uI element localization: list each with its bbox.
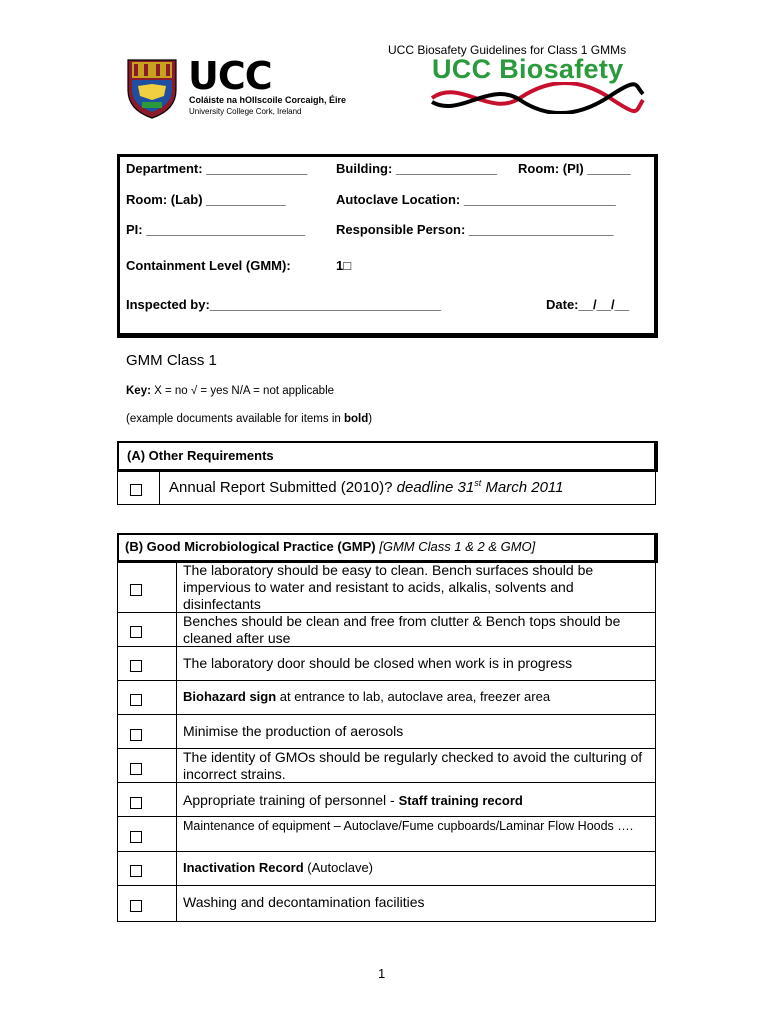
pi-field[interactable]: PI: ______________________ [126,222,306,237]
section-b-heading-italic: [GMM Class 1 & 2 & GMO] [379,539,536,554]
section-b-heading-bold: (B) Good Microbiological Practice (GMP) [125,539,380,554]
gmp-item: Minimise the production of aerosols [183,723,404,739]
gmp-checkbox[interactable] [130,584,142,596]
containment-level-checkbox[interactable]: 1□ [336,258,352,273]
gmp-checkbox[interactable] [130,865,142,877]
dna-wave-graphic [430,82,645,114]
gmp-checkbox[interactable] [130,797,142,809]
autoclave-location-field[interactable] [336,192,616,207]
gmp-item: The laboratory should be easy to clean. Bench surfaces should be impervious to water and resistant to acids, alkalis, solvents and disinfectants [183,562,594,612]
training-text: Appropriate training of personnel - [183,792,399,808]
example-note-bold: bold [343,413,369,425]
gmp-item: The identity of GMOs should be regularly checked to avoid the culturing of incorrect strains. [183,749,643,782]
biohazard-sign-text: at entrance to lab, autoclave area, freezer area [276,689,551,704]
containment-level-label: Containment Level (GMM): [126,258,291,273]
department-field[interactable]: Department: ______________ [126,161,308,176]
gmp-checkbox[interactable] [130,694,142,706]
row-divider [117,816,655,817]
row-divider [117,680,655,681]
example-note-before: (example documents available for items in [126,413,344,425]
inspected-by-field[interactable]: Inspected by:________________________________ [126,297,442,312]
section-b-column-divider [176,560,177,921]
document-header-title: UCC Biosafety Guidelines for Class 1 GMMs [388,43,627,57]
annual-report-checkbox[interactable] [130,484,142,496]
key-text: X = no √ = yes N/A = not applicable [150,385,335,397]
inactivation-record-text: (Autoclave) [303,860,374,875]
autoclave-location-label: Autoclave Location: [336,192,461,207]
inactivation-record-bold: Inactivation Record [183,860,304,875]
section-a-heading: (A) Other Requirements [127,448,274,463]
annual-report-text [169,478,564,496]
gmp-item: Maintenance of equipment – Autoclave/Fume cupboards/Laminar Flow Hoods …. [183,819,634,833]
gmp-checkbox[interactable] [130,626,142,638]
gmp-checkbox[interactable] [130,900,142,912]
gmp-item [183,860,648,876]
room-pi-field[interactable]: Room: (PI) ______ [518,161,631,176]
gmp-checkbox[interactable] [130,763,142,775]
date-field[interactable]: Date:__/__/__ [546,297,630,312]
deadline-text: deadline 31 [396,479,475,496]
gmp-item [183,792,648,809]
gmp-item [183,689,648,705]
key-label: Key: [126,385,151,397]
gmp-checkbox[interactable] [130,660,142,672]
section-b-heading [125,539,535,554]
ucc-wordmark: UCC [188,54,272,98]
example-note [126,413,372,425]
annual-report-deadline [397,479,564,496]
room-lab-field[interactable]: Room: (Lab) ___________ [126,192,286,207]
building-field[interactable]: Building: ______________ [336,161,498,176]
deadline-sup: st [474,478,482,488]
autoclave-location-line: _____________________ [460,192,616,207]
key-legend [126,385,334,397]
row-divider [117,851,655,852]
gmp-item: Washing and decontamination facilities [183,894,425,910]
staff-training-record-bold: Staff training record [398,793,523,808]
example-note-after: ) [368,413,373,425]
page-number: 1 [378,966,386,981]
row-divider [117,885,655,886]
row-divider [117,714,655,715]
ucc-irish-name: Coláiste na hOllscoile Corcaigh, Éire [189,95,347,105]
gmp-checkbox[interactable] [130,729,142,741]
gmp-item: The laboratory door should be closed when work is in progress [183,655,573,671]
gmm-class-title: GMM Class 1 [126,352,217,369]
ucc-english-name: University College Cork, Ireland [189,107,302,116]
biosafety-brand-title: UCC Biosafety [432,54,624,84]
section-a-divider [159,470,160,504]
gmp-item: Benches should be clean and free from clutter & Bench tops should be cleaned after use [183,613,621,646]
gmp-checkbox[interactable] [130,831,142,843]
deadline-month: March 2011 [481,479,564,496]
annual-report-label: Annual Report Submitted (2010)? [169,479,397,496]
ucc-crest-logo [124,56,180,120]
responsible-person-field[interactable]: Responsible Person: ____________________ [336,222,614,237]
biohazard-sign-bold: Biohazard sign [183,689,277,704]
